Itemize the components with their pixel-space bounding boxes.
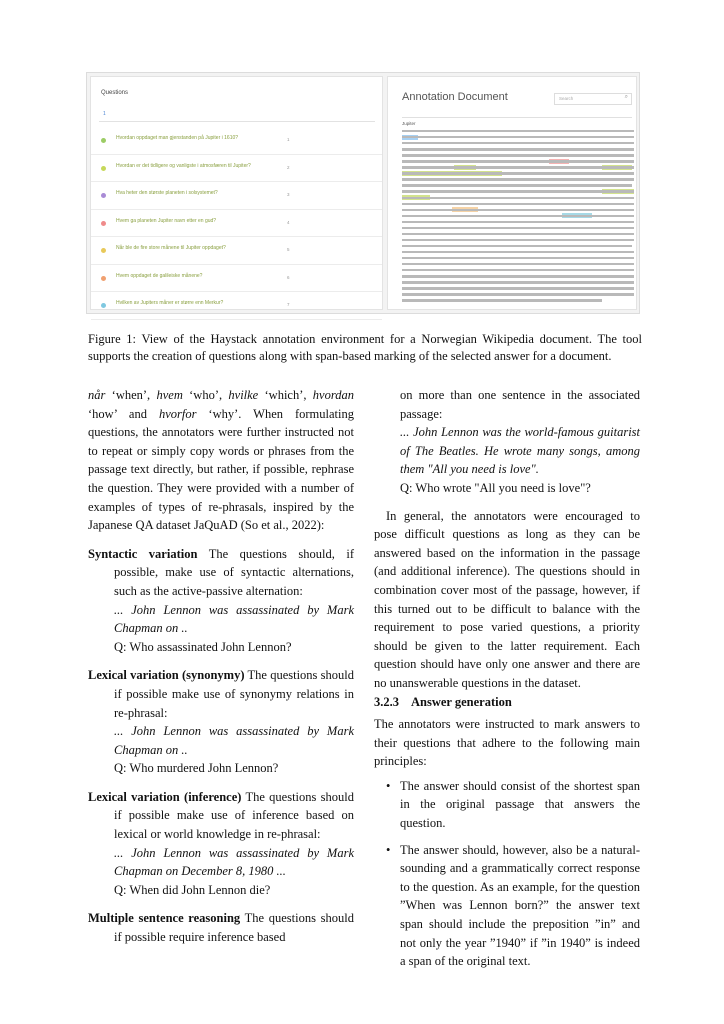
item-example: ... John Lennon was assassinated by Mark Chapman on ..: [114, 724, 354, 757]
text-line-bar: [402, 263, 634, 265]
item-lexical-synonymy: [88, 666, 354, 778]
list-item: • The answer should, however, also be a natural-sounding and a grammatically correct response to the question. As an example, for the question ”When was Lennon born?” the answer text span should include the preposition ”in” and not only the year ”1940” if ”in 1940” is indeed a span of the original text.: [374, 841, 640, 971]
status-dot-icon: [101, 248, 106, 253]
item-question: Q: Who assassinated John Lennon?: [114, 639, 292, 654]
item-term: Syntactic variation: [88, 546, 198, 561]
question-number: 3: [287, 192, 290, 197]
term-hvilke: hvilke: [228, 388, 259, 402]
status-dot-icon: [101, 193, 106, 198]
figure-screenshot: [86, 72, 640, 314]
text-line-bar: [402, 203, 634, 205]
principles-list: [374, 777, 640, 971]
item-question: Q: Who murdered John Lennon?: [114, 761, 279, 776]
text-line-bar: [402, 160, 634, 162]
text-line-bar: [402, 184, 632, 186]
question-text: Hvordan er det tidligere og vanligste i atmosfæren til Jupiter?: [116, 162, 251, 169]
text-line-bar: [402, 281, 634, 283]
text-line-bar: [402, 251, 634, 253]
item-example: ... John Lennon was the world-famous guitarist of The Beatles. He wrote many songs, among them "All you need is love".: [400, 425, 640, 477]
term-hvem: hvem: [156, 388, 183, 402]
text-line-bar: [402, 293, 634, 295]
question-text: Hva heter den største planeten i solsystemet?: [116, 190, 218, 196]
item-term: Lexical variation (synonymy): [88, 668, 245, 683]
question-row[interactable]: [91, 265, 382, 293]
question-number: 5: [287, 247, 290, 252]
text-line-bar: [402, 275, 634, 277]
question-text: Hvem oppdaget de galileiske månene?: [116, 272, 203, 279]
document-text: [402, 128, 634, 303]
item-multiple-sentence: [88, 909, 354, 946]
item-body: The questions should if possible make use of inference based on lexical or world knowledge in re-phrasal:: [114, 789, 354, 842]
question-row[interactable]: [91, 155, 382, 183]
document-line[interactable]: [402, 297, 634, 303]
search-icon-wrap: [554, 93, 632, 105]
text-line-bar: [402, 245, 632, 247]
question-text: Hvem ga planeten Jupiter navn etter en gud?: [116, 217, 217, 224]
right-column: [374, 386, 640, 979]
question-row[interactable]: [91, 237, 382, 265]
text: ‘why’. When formulating questions, the annotators were further instructed not to repeat or simply copy words or phrases from the passage text directly, but rather, if possible, rephrase the question. They were provided with a number of examples of types of re-phrasals, inspired by the Japanese QA dataset JaQuAD (So et al., 2022):: [88, 406, 354, 533]
document-divider: [402, 117, 632, 118]
text-line-bar: [402, 172, 634, 174]
section-intro: The annotators were instructed to mark answers to their questions that adhere to the following main principles:: [374, 717, 640, 769]
questions-panel: [90, 76, 383, 310]
item-body: The questions should if possible make use of synonymy relations in re-phrasal:: [114, 668, 354, 720]
text-line-bar: [402, 215, 634, 217]
text: ‘how’ and: [88, 406, 159, 421]
question-number: 6: [287, 274, 290, 280]
text-line-bar: [402, 233, 634, 235]
question-number: 1: [287, 137, 290, 142]
section-number: 3.2.3: [374, 694, 399, 709]
text-line-bar: [402, 166, 634, 168]
text-line-bar: [402, 130, 634, 132]
status-dot-icon: [101, 138, 106, 143]
text-line-bar: [402, 142, 634, 144]
status-dot-icon: [101, 221, 106, 226]
text-line-bar: [402, 227, 634, 229]
text: ‘when’,: [105, 388, 157, 402]
list-item: • The answer should consist of the shortest span in the original passage that answers the question.: [374, 777, 640, 833]
question-text: Hvordan oppdaget man gjenstanden på Jupiter i 1610?: [116, 135, 239, 141]
figure-caption: Figure 1: View of the Haystack annotation environment for a Norwegian Wikipedia document. The tool supports the creation of questions along with span-based marking of the selected answer for a document.: [88, 332, 642, 363]
item-example: ... John Lennon was assassinated by Mark Chapman on December 8, 1980 ...: [114, 845, 354, 879]
question-list: [91, 127, 382, 320]
term-hvordan: hvordan: [312, 388, 354, 402]
question-text: Hvilken av Jupiters måner er større enn Merkur?: [116, 300, 224, 306]
general-paragraph: In general, the annotators were encouraged to pose difficult questions as long as they can be answered based on the information in the passage (and additional inference). The questions should in combination cover most of the passage, however, if this turned out to be difficult to balance with the requirement to pose varied questions, a priority should be given to the latter requirement. Each question should have only one answer and there are no unanswerable questions in the dataset.: [374, 508, 640, 690]
question-row[interactable]: [91, 127, 382, 155]
text-line-bar: [402, 154, 634, 156]
item-body: The questions should, if possible, make use of syntactic alternations, such as the active-passive alternation:: [114, 546, 354, 598]
item-syntactic-variation: [88, 545, 354, 657]
left-column: [88, 386, 354, 947]
question-number: 4: [287, 219, 290, 225]
text-line-bar: [402, 299, 602, 301]
item-example: ... John Lennon was assassinated by Mark Chapman on ..: [114, 602, 354, 636]
section-heading: [374, 693, 640, 712]
term-naar: når: [88, 388, 106, 402]
question-number: 7: [287, 302, 290, 307]
text-line-bar: [402, 257, 634, 259]
term-hvorfor: hvorfor: [158, 406, 197, 421]
item-continuation: on more than one sentence in the associated passage:: [400, 388, 640, 421]
document-title: Annotation Document: [402, 91, 508, 103]
text-line-bar: [402, 190, 634, 192]
text-line-bar: [402, 221, 634, 223]
tab-divider: [99, 121, 375, 122]
text-line-bar: [402, 178, 634, 180]
text-line-bar: [402, 287, 634, 289]
item-question: Q: When did John Lennon die?: [114, 882, 271, 897]
section-title: Answer generation: [411, 694, 512, 709]
text-line-bar: [402, 239, 634, 241]
item-term: Multiple sentence reasoning: [88, 911, 241, 926]
text-line-bar: [402, 148, 634, 150]
question-row[interactable]: [91, 210, 382, 238]
question-row[interactable]: [91, 292, 382, 320]
search-icon[interactable]: ⌕: [624, 94, 628, 100]
questions-tab[interactable]: 1: [103, 111, 106, 117]
text-line-bar: [402, 269, 634, 271]
text: ‘which’,: [258, 388, 313, 402]
status-dot-icon: [101, 276, 106, 281]
text-line-bar: [402, 197, 634, 199]
item-question: Q: Who wrote "All you need is love"?: [400, 480, 591, 495]
status-dot-icon: [101, 166, 106, 171]
document-heading: Jupiter: [402, 121, 416, 126]
text: ‘who’,: [182, 388, 229, 402]
intro-paragraph: [88, 386, 354, 535]
item-body: The questions should if possible require inference based: [114, 911, 354, 945]
text-line-bar: [402, 209, 634, 211]
questions-panel-title: Questions: [101, 90, 129, 96]
text-line-bar: [402, 136, 634, 138]
question-number: 2: [287, 164, 290, 170]
search-input[interactable]: Search: [554, 93, 632, 105]
document-panel: [387, 76, 637, 310]
item-term: Lexical variation (inference): [88, 789, 242, 804]
question-text: Når ble de fire store månene til Jupiter oppdaget?: [116, 245, 226, 251]
status-dot-icon: [101, 303, 106, 308]
item-lexical-inference: [88, 788, 354, 900]
question-row[interactable]: [91, 182, 382, 210]
